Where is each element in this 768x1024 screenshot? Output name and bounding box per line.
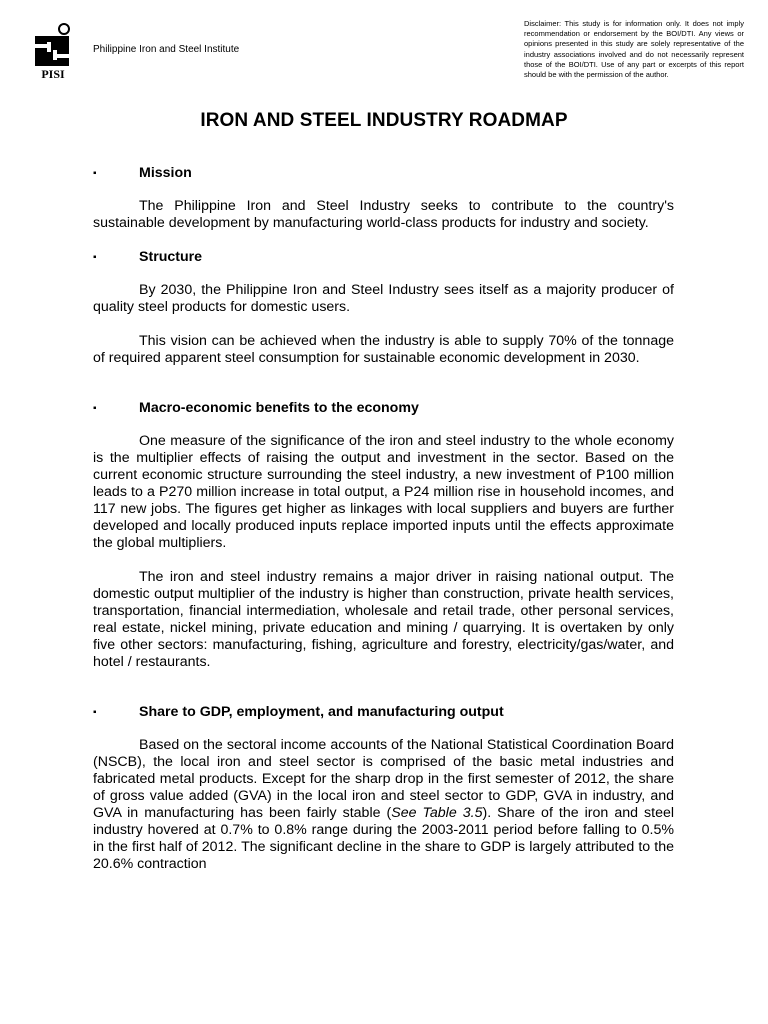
section-heading-share [93,704,674,721]
heading-text: Share to GDP, employment, and manufacturing output [139,704,504,720]
disclaimer: Disclaimer: This study is for information only. It does not imply recommendation or endorsement by the BOI/DTI. Any views or opinions presented in this study are solely representative of the industry associations involved and do not necessarily represent those of the BOI/DTI. Use of any part or excerpts of this report should be with the permission of the author. [524,19,744,80]
paragraph: The Philippine Iron and Steel Industry seeks to contribute to the country's sustainable development by manufacturing world-class products for industry and society. [93,198,674,231]
text-run: ). Share of the iron and steel industry hovered at 0.7% to 0.8% range during the 2003-2011 period before falling to 0.5% in the first half of 2012. The significant decline in the share to GDP is largely attributed to the 20.6% contraction [93,805,675,872]
bullet-icon: ▪ [93,403,97,414]
document-body [93,165,674,873]
bullet-icon: ▪ [93,252,97,263]
text-run: Based on the sectoral income accounts of the National Statistical Coordination Board (NSCB), the local iron and steel sector is comprised of the basic metal industries and fabricated metal products. Except for the sharp drop in the first semester of 2012, the share of gross value added (GVA) in the local iron and steel sector to GDP, GVA in industry, and GVA in manufacturing has been fairly stable ( [93,737,674,821]
paragraph [93,737,674,873]
bullet-icon: ▪ [93,707,97,718]
paragraph: The iron and steel industry remains a major driver in raising national output. The domestic output multiplier of the industry is higher than construction, private health services, transportation, financial intermediation, wholesale and retail trade, other personal services, real estate, nickel mining, private education and mining / quarrying. It is overtaken by only five other sectors: manufacturing, fishing, agriculture and forestry, electricity/gas/water, and hotel / restaurants. [93,569,674,670]
paragraph: This vision can be achieved when the industry is able to supply 70% of the tonnage of required apparent steel consumption for sustainable economic development in 2030. [93,333,674,366]
paragraph: One measure of the significance of the iron and steel industry to the whole economy is the multiplier effects of raising the output and investment in the sector. Based on the current economic structure surrounding the steel industry, a new investment of P100 million leads to a P270 million increase in total output, a P24 million rise in household incomes, and 117 new jobs. The figures get higher as linkages with local suppliers and buyers are further developed and locally produced inputs replace imported inputs until the effects approximate the global multipliers. [93,433,674,551]
bullet-icon: ▪ [93,168,97,179]
heading-text: Macro-economic benefits to the economy [139,400,419,416]
page-header [0,0,768,100]
section-heading-macro [93,400,674,417]
section-heading-mission [93,165,674,182]
table-reference: See Table 3.5 [391,805,483,821]
paragraph: By 2030, the Philippine Iron and Steel Industry sees itself as a majority producer of quality steel products for domestic users. [93,282,674,315]
logo-text: PISI [41,67,65,80]
section-heading-structure [93,249,674,266]
pisi-logo [33,22,73,80]
heading-text: Structure [139,249,203,265]
heading-text: Mission [139,165,192,181]
page-title: IRON AND STEEL INDUSTRY ROADMAP [200,110,568,131]
institute-name: Philippine Iron and Steel Institute [93,44,240,55]
